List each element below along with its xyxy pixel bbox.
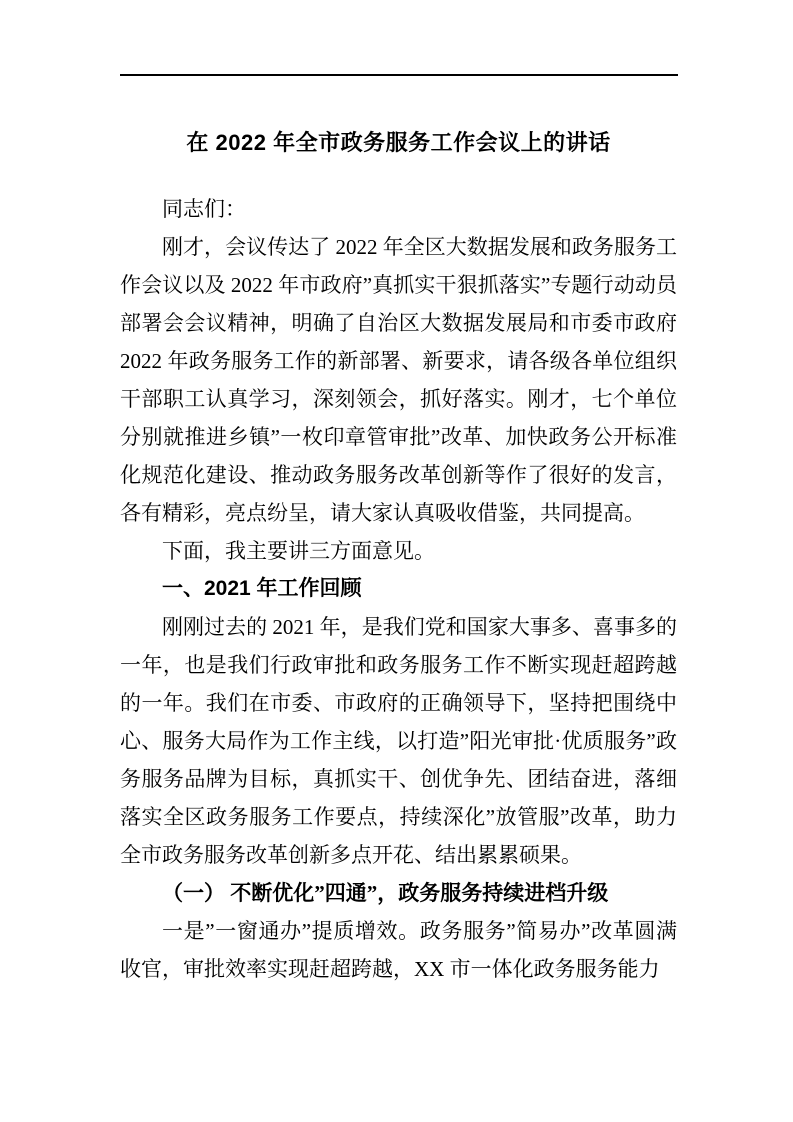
paragraph: 一是”一窗通办”提质增效。政务服务”简易办”改革圆满收官，审批效率实现赶超跨越，XX 市一体化政务服务能力 — [120, 919, 677, 981]
salutation: 同志们： — [162, 197, 246, 221]
section-heading-1: 一、2021 年工作回顾 — [162, 577, 362, 600]
document-body — [120, 190, 677, 988]
paragraph: 刚刚过去的 2021 年，是我们党和国家大事多、喜事多的一年，也是我们行政审批和政务服务工作不断实现赶超跨越的一年。我们在市委、市政府的正确领导下，坚持把围绕中心、服务大局作为工作主线，以打造”阳光审批·优质服务”政务服务品牌为目标，真抓实干、创优争先、团结奋进，落细落实全区政务服务工作要点，持续深化”放管服”改革，助力全市政务服务改革创新多点开花、结出累累硕果。 — [120, 615, 677, 867]
paragraph: 刚才，会议传达了 2022 年全区大数据发展和政务服务工作会议以及 2022 年市政府”真抓实干狠抓落实”专题行动动员部署会会议精神，明确了自治区大数据发展局和市委市政府 2022 年政务服务工作的新部署、新要求，请各级各单位组织干部职工认真学习，深刻领会，抓好落实。刚才，七个单位分别就推进乡镇”一枚印章管审批”改革、加快政务公开标准化规范化建设、推动政务服务改革创新等作了很好的发言，各有精彩，亮点纷呈，请大家认真吸收借鉴，共同提高。 — [120, 235, 677, 525]
sub-section-heading: （一） 不断优化”四通”，政务服务持续进档升级 — [162, 881, 609, 905]
paragraph: 下面，我主要讲三方面意见。 — [162, 539, 435, 563]
document-content — [120, 76, 677, 988]
document-title: 在 2022 年全市政务服务工作会议上的讲话 — [186, 130, 611, 155]
